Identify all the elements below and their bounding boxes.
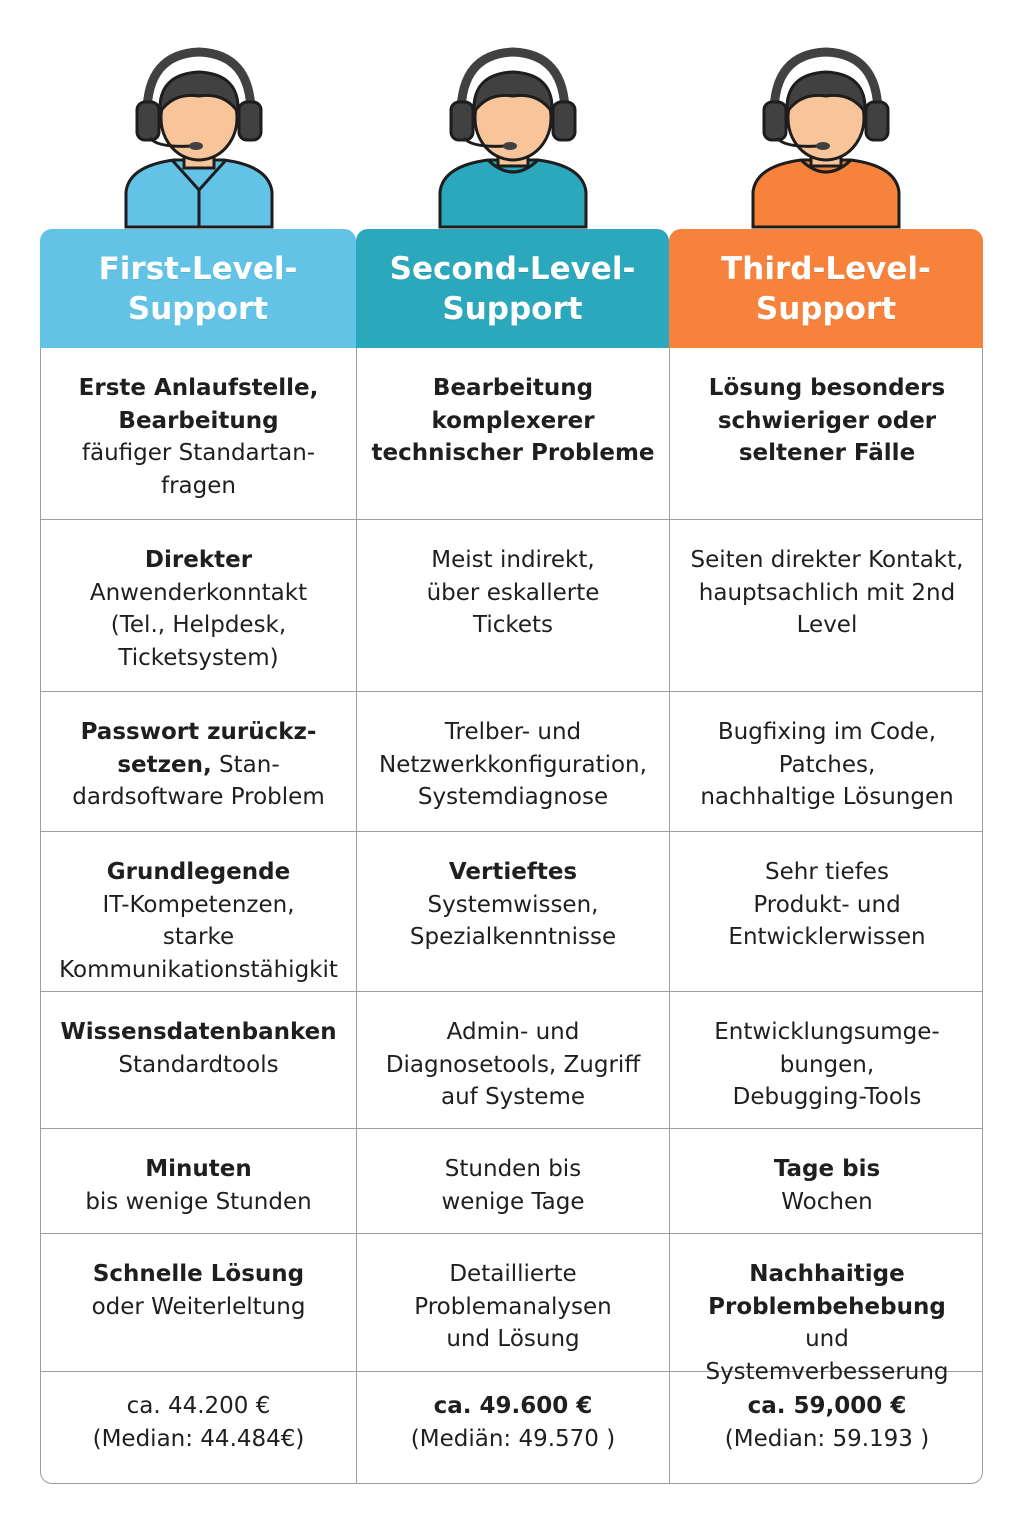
header-first-level: First-Level- Support — [40, 229, 356, 348]
cell-r4-first: Wissensdatenbanken Standardtools — [41, 992, 357, 1129]
cell-r3-third: Sehr tiefes Produkt- und Entwicklerwissen — [670, 832, 983, 992]
support-agent-third-icon — [741, 42, 911, 232]
cell-r0-first: Erste Anlaufstelle, Bearbeitung fäufiger Standartan- fragen — [41, 348, 357, 520]
cell-r2-second: Trelber- und Netzwerkkonfiguration, Systemdiagnose — [357, 692, 670, 832]
cell-r3-second: Vertieftes Systemwissen, Spezialkenntnisse — [357, 832, 670, 992]
cell-r0-third: Lösung besonders schwieriger oder seltener Fälle — [670, 348, 983, 520]
cell-r1-second: Meist indirekt, über eskallerte Tickets — [357, 520, 670, 692]
cell-r4-third: Entwicklungsumge- bungen, Debugging-Tools — [670, 992, 983, 1129]
cell-r7-third: ca. 59,000 € (Median: 59.193 ) — [724, 1393, 930, 1452]
support-agent-first-icon — [114, 42, 284, 232]
header-third-level: Third-Level- Support — [669, 229, 983, 348]
cell-r2-third: Bugfixing im Code, Patches, nachhaltige Lösungen — [670, 692, 983, 832]
cell-r5-first: Minuten bis wenige Stunden — [41, 1129, 357, 1234]
cell-r7-first: ca. 44.200 € (Median: 44.484€) — [41, 1372, 357, 1484]
cell-r6-third: Nachhaitige Problembehebung und Systemverbesserung — [670, 1234, 983, 1372]
cell-r1-first: Direkter Anwenderkonntakt (Tel., Helpdesk, Ticketsystem) — [41, 520, 357, 692]
cell-r6-first: Schnelle Lösung oder Weiterleltung — [41, 1234, 357, 1372]
cell-r0-second: Bearbeitung komplexerer technischer Probleme — [357, 348, 670, 520]
cell-r3-first: Grundlegende IT-Kompetenzen, starke Kommunikationstähigkit — [41, 832, 357, 992]
cell-r5-third: Tage bis Wochen — [670, 1129, 983, 1234]
support-agent-second-icon — [428, 42, 598, 232]
cell-r2-first: Passwort zurückz- setzen, Stan- dardsoftware Problem — [41, 692, 357, 832]
header-second-level: Second-Level- Support — [356, 229, 669, 348]
comparison-table — [40, 348, 983, 1484]
cell-r5-second: Stunden bis wenige Tage — [357, 1129, 670, 1234]
cell-r6-second: Detaillierte Problemanalysen und Lösung — [357, 1234, 670, 1372]
cell-r7-second: ca. 49.600 € (Mediän: 49.570 ) — [357, 1372, 670, 1484]
cell-r4-second: Admin- und Diagnosetools, Zugriff auf Systeme — [357, 992, 670, 1129]
cell-r1-third: Seiten direkter Kontakt, hauptsachlich mit 2nd Level — [670, 520, 983, 692]
